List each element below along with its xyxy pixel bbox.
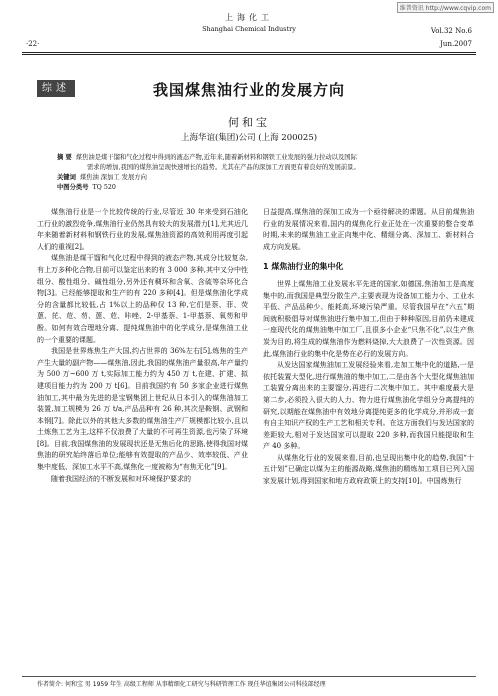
abstract-label: 摘 要 — [57, 154, 72, 161]
abstract-text-2: 需求的增加,我国的煤焦油呈现快速增长的趋势。尤其在产品的深加工方面更有着良好的发展前景。 — [87, 164, 360, 171]
clc-label: 中图分类号 — [57, 184, 89, 191]
author-bio — [37, 679, 326, 688]
author-bio-text: 何和宝 男 1959 年生 高级工程师 从事精细化工研究与科研管理工作 现任华谊集团公司科技部经理 — [64, 681, 326, 688]
watermark: 维普资讯 http://www.cqvip.com — [397, 2, 494, 13]
header-rule — [22, 52, 476, 53]
right-column — [263, 207, 474, 488]
author-bio-label: 作者简介: — [37, 681, 64, 688]
article-title: 我国煤焦油行业的发展方向 — [152, 81, 345, 99]
section-tag: 综述 — [37, 80, 75, 97]
journal-name-cn: 上海化工 — [225, 13, 273, 22]
paragraph: 从煤焦化行业的发展来看,目前,也呈现出集中化的趋势,我国“十五计划”已确定以煤为主的能源战略,煤焦油的精炼加工项目已列入国家发展计划,得到国家和地方政府政策上的支持[10]。中国炼焦行 — [263, 453, 474, 486]
paragraph: 煤焦油行业是一个比较传统的行业,尽管近 30 年来受到石油化工行业的激烈竞争,煤焦油行业仍然具有较大的发展潜力[1],尤其近几年来随着新材料和钢铁行业的发展,煤焦油资源的高效利用再度引起人们的重视[2]。 — [37, 208, 248, 251]
paragraph: 日益提高,煤焦油的深加工成为一个亟待解决的课题。从目前煤焦油行业的发展情况来看,国内的煤焦化行业正处在一次重要的整合变革时期,未来的煤焦油工业正向集中化、精细分离、深加工、新材料合成方向发展。 — [263, 208, 474, 251]
paragraph: 煤焦油是煤干馏和气化过程中得到的液态产物,其成分比较复杂,有上万多种化合物,目前可以鉴定出来的有 3 000 多种,其中又分中性组分、酸性组分、碱性组分,另外还有稠环和含氧、含硫等杂环化合物[3]。已经能够提取和生产的有 220 多种[4]。但是煤焦油化学成分的含量都比较低,占 1%以上的品种仅 13 种,它们是萘、菲、荧蒽、芘、苊、芴、蒽、苊、咔唑、2-甲基萘、1-甲基萘、氧芴和甲酚。如何有效合理地分离、提纯煤焦油中的化学成分,是煤焦油工业的一个重要的课题。 — [37, 254, 248, 344]
page-number: ·22· — [26, 40, 40, 48]
paragraph: 我国是世界炼焦生产大国,约占世界的 36%左右[5],炼焦的生产产生大量的副产物——煤焦油,因此,我国的煤焦油产量很高,年产量约为 500 万~600 万 t,实际加工能力约为 450 万 t,在建、扩建、拟建项目能力约为 200 万 t[6]。目前我国约有 50 多家企业进行煤焦油加工,其中最为先进的是宝钢集团上世纪从日本引入的煤焦油加工装置,加工规模为 26 万 t/a,产品品种有 26 种,其次是鞍钢、武钢和本钢[7]。除此以外的其他大多数的煤焦油生产厂规模都比较小,且以土炼焦工艺为主,这样不仅浪费了大量的不可再生资源,也污染了环境[8]。目前,我国煤焦油的发展现状还是无焦后化的思路,使得我国对煤焦油的研究始终落后单位;能够有效提取的产品少、效率较低、产业集中度低、深加工水平不高,煤焦化一度被称为“有焦无化”[9]。 — [37, 347, 248, 472]
footer-rule — [22, 676, 476, 677]
clc-text: TQ 520 — [92, 184, 116, 191]
keywords-text: 煤焦油 深加工 发展方向 — [79, 174, 147, 181]
abstract-block — [57, 153, 447, 193]
paragraph: 随着我国经济的不断发展和对环境保护要求的 — [51, 474, 191, 483]
issue-date: Jun.2007 — [440, 40, 472, 48]
paragraph: 从发达国家煤焦油加工发展经验来看,走加工集中化的道路,一是依托装置大型化,进行煤焦油的集中加工,二是由各个大型化煤焦油加工装置分离出来的主要馏分,再进行二次集中加工。其中难度最大是第二步,必须投入很大的人力、物力进行煤焦油化学组分分离提纯的研究,以期能在煤焦油中有效地分离提纯更多的化学成分,并形成一套有自主知识产权的生产工艺和相关专利。在这方面我们与发达国家的差距较大,相对于发达国家可以提取 220 多种,而我国只能提取和生产 40 多种。 — [263, 361, 474, 451]
header-rule-2 — [22, 54, 476, 55]
clc — [57, 183, 447, 193]
section-heading: 1 煤焦油行业的集中化 — [263, 262, 344, 272]
journal-name-en: Shanghai Chemical Industry — [202, 25, 296, 33]
abstract — [57, 153, 447, 173]
keywords-label: 关键词 — [57, 174, 76, 181]
keywords — [57, 173, 447, 183]
paragraph: 世界上煤焦油工业发展水平先进的国家,如德国,焦油加工是高度集中的,而我国是典型分散生产,主要表现为设备加工能力小、工业水平低、产品品种少、能耗高,环境污染严重。尽管我国早在“六五”期间就积极倡导对煤焦油进行集中加工,但由于种种原因,目前仍未建成一座现代化的煤焦油集中加工厂,且很多小企业“只焦不化”,以生产焦炭为目的,将生成的煤焦油作为燃料烧掉,大大浪费了一次性资源。因此,煤焦油行业的集中化是势在必行的发展方向。 — [263, 279, 474, 358]
affiliation: 上海华谊(集团)公司 (上海 200025) — [180, 133, 318, 143]
abstract-text-1: 煤焦油是煤干馏和气化过程中得到的液态产物,近年来,随着新材料和钢铁工业发展的强力拉动以及国际 — [75, 154, 357, 161]
left-column — [37, 207, 248, 485]
volume-issue: Vol.32 No.6 — [430, 27, 472, 35]
author: 何和宝 — [228, 116, 270, 129]
